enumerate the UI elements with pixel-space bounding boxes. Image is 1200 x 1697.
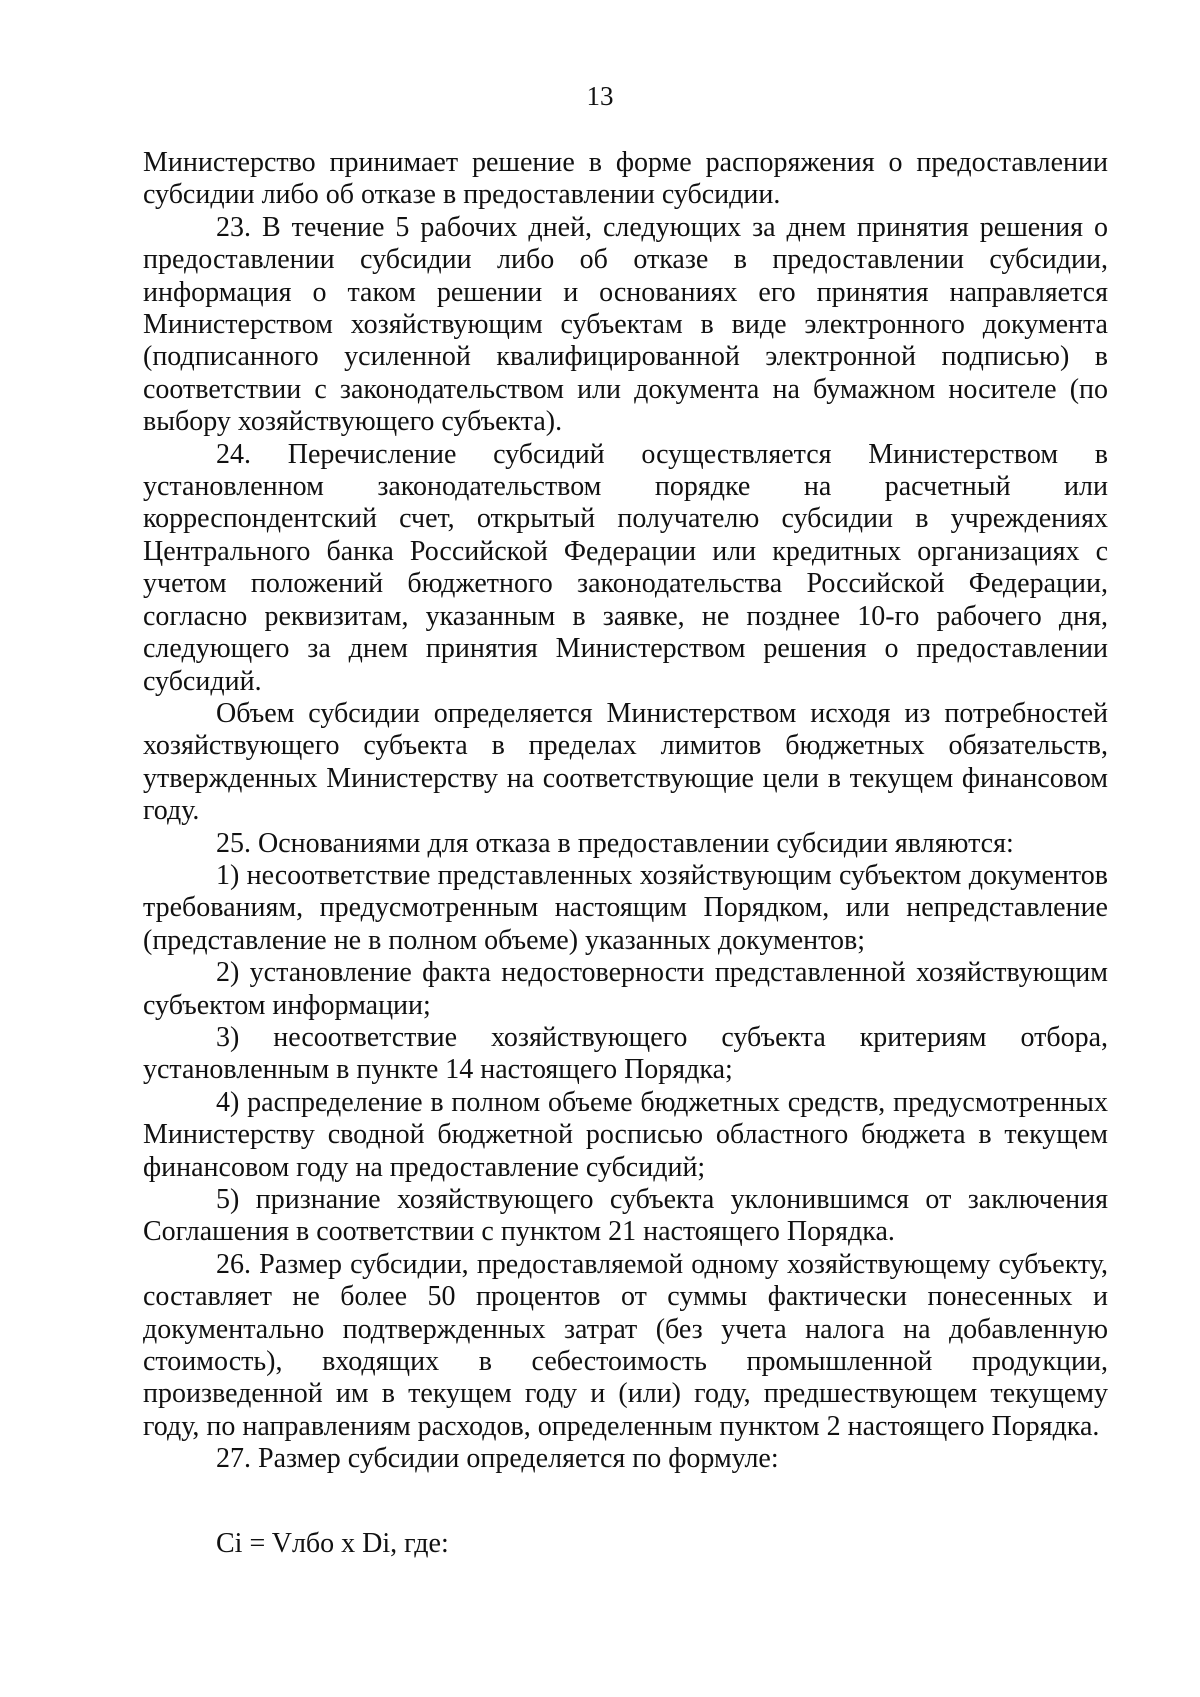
paragraph-25: 25. Основаниями для отказа в предоставлении субсидии являются:	[216, 827, 1014, 859]
paragraph-24: 24. Перечисление субсидий осуществляется Министерством в установленном законодательством порядке на расчетный или корреспондентский счет, открытый получателю субсидии в учреждениях Центрального банка Российской Федерации или кредитных организациях с учетом положений бюджетного законодательства Российской Федерации, согласно реквизитам, указанным в заявке, не позднее 10-го рабочего дня, следующего за днем принятия Министерством решения о предоставлении субсидий.	[143, 438, 1108, 697]
list-item-25-5: 5) признание хозяйствующего субъекта уклонившимся от заключения Соглашения в соответствии с пунктом 21 настоящего Порядка.	[143, 1184, 1108, 1248]
list-item-25-3: 3) несоответствие хозяйствующего субъекта критериям отбора, установленным в пункте 14 настоящего Порядка;	[143, 1021, 1108, 1086]
subsidy-formula: Ci = Vлбо x Di, где:	[216, 1527, 449, 1559]
paragraph-decision-form: Министерство принимает решение в форме распоряжения о предоставлении субсидии либо об отказе в предоставлении субсидии.	[143, 147, 1108, 211]
paragraph-23: 23. В течение 5 рабочих дней, следующих за днем принятия решения о предоставлении субсидии либо об отказе в предоставлении субсидии, информация о таком решении и основаниях его принятия направляется Министерством хозяйствующим субъектам в виде электронного документа (подписанного усиленной квалифицированной электронной подписью) в соответствии с законодательством или документа на бумажном носителе (по выбору хозяйствующего субъекта).	[143, 211, 1108, 438]
list-item-25-4: 4) распределение в полном объеме бюджетных средств, предусмотренных Министерству сводной бюджетной росписью областного бюджета в текущем финансовом году на предоставление субсидий;	[143, 1086, 1108, 1183]
page-number: 13	[586, 81, 614, 111]
paragraph-26: 26. Размер субсидии, предоставляемой одному хозяйствующему субъекту, составляет не более 50 процентов от суммы фактически понесенных и документально подтвержденных затрат (без учета налога на добавленную стоимость), входящих в себестоимость промышленной продукции, произведенной им в текущем году и (или) году, предшествующем текущему году, по направлениям расходов, определенным пунктом 2 настоящего Порядка.	[143, 1248, 1108, 1442]
document-body	[143, 147, 1108, 1560]
paragraph-27: 27. Размер субсидии определяется по формуле:	[216, 1443, 779, 1475]
list-item-25-2: 2) установление факта недостоверности представленной хозяйствующим субъектом информации;	[143, 957, 1108, 1021]
paragraph-subsidy-volume: Объем субсидии определяется Министерством исходя из потребностей хозяйствующего субъекта в пределах лимитов бюджетных обязательств, утвержденных Министерству на соответствующие цели в текущем финансовом году.	[143, 697, 1108, 827]
list-item-25-1: 1) несоответствие представленных хозяйствующим субъектом документов требованиям, предусмотренным настоящим Порядком, или непредставление (представление не в полном объеме) указанных документов;	[143, 859, 1108, 956]
